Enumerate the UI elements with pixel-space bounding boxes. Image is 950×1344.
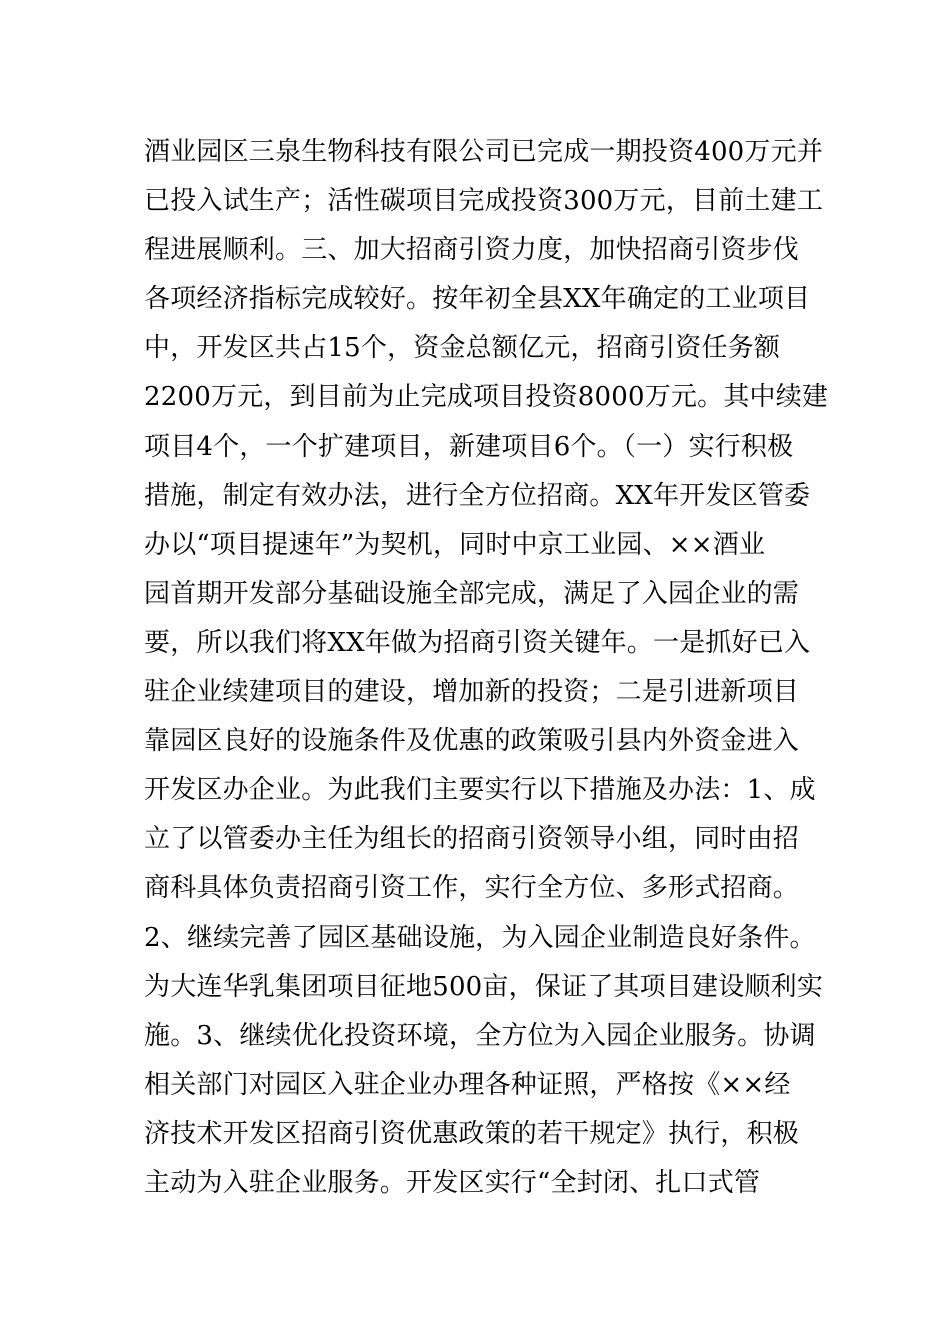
text-line: 各项经济指标完成较好。按年初全县XX年确定的工业项目 [144, 284, 811, 315]
text-line: 靠园区良好的设施条件及优惠的政策吸引县内外资金进入 [144, 726, 800, 757]
text-line: 施。3、继续优化投资环境，全方位为入园企业服务。协调 [144, 1020, 816, 1051]
text-line: 驻企业续建项目的建设，增加新的投资；二是引进新项目 [144, 677, 800, 708]
text-line: 程进展顺利。三、加大招商引资力度，加快招商引资步伐 [144, 235, 800, 266]
text-line: 2200万元，到目前为止完成项目投资8000万元。其中续建 [144, 382, 829, 413]
text-line: 已投入试生产；活性碳项目完成投资300万元，目前土建工 [144, 186, 824, 217]
text-line: 主动为入驻企业服务。开发区实行“全封闭、扎口式管 [144, 1167, 761, 1198]
text-line: 商科具体负责招商引资工作，实行全方位、多形式招商。 [144, 873, 800, 904]
text-line: 办以“项目提速年”为契机，同时中京工业园、××酒业 [144, 529, 766, 560]
text-line: 相关部门对园区入驻企业办理各种证照，严格按《××经 [144, 1069, 791, 1100]
text-line: 酒业园区三泉生物科技有限公司已完成一期投资400万元并 [144, 137, 824, 167]
text-line: 项目4个，一个扩建项目，新建项目6个。（一）实行积极 [144, 431, 794, 462]
text-line: 2、继续完善了园区基础设施，为入园企业制造良好条件。 [144, 922, 816, 953]
text-line: 措施，制定有效办法，进行全方位招商。XX年开发区管委 [144, 480, 811, 511]
text-line: 开发区办企业。为此我们主要实行以下措施及办法：1、成 [144, 775, 816, 806]
body-text [144, 128, 834, 1208]
text-line: 中，开发区共占15个，资金总额亿元，招商引资任务额 [144, 333, 781, 364]
text-line: 立了以管委办主任为组长的招商引资领导小组，同时由招 [144, 824, 800, 855]
text-line: 为大连华乳集团项目征地500亩，保证了其项目建设顺利实 [144, 971, 824, 1002]
text-line: 园首期开发部分基础设施全部完成，满足了入园企业的需 [144, 578, 800, 609]
text-line: 要，所以我们将XX年做为招商引资关键年。一是抓好已入 [144, 627, 811, 658]
text-line: 济技术开发区招商引资优惠政策的若干规定》执行，积极 [144, 1118, 800, 1149]
